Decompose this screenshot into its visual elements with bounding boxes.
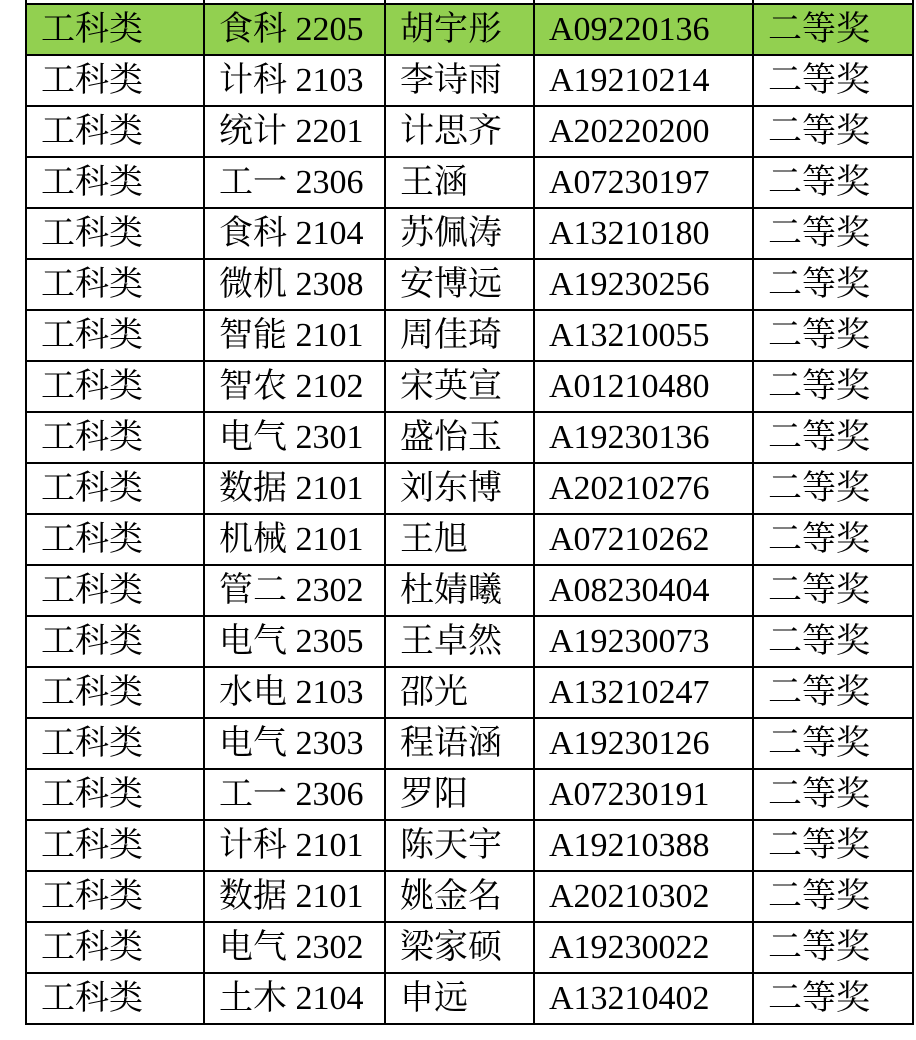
cell-category: 工科类 [26,208,204,259]
cell-student-name: 陈天宇 [385,820,534,871]
cell-student-name: 王涵 [385,157,534,208]
cell-award: 二等奖 [753,616,913,667]
table-row [26,259,913,310]
cell-category: 工科类 [26,718,204,769]
cell-award: 二等奖 [753,208,913,259]
cell-class-name: 智农 2102 [204,361,385,412]
cell-award: 二等奖 [753,106,913,157]
cell-class-name: 电气 2305 [204,616,385,667]
table-row [26,310,913,361]
cell-award: 二等奖 [753,514,913,565]
cell-category: 工科类 [26,565,204,616]
cell-award: 二等奖 [753,718,913,769]
cell-category: 工科类 [26,871,204,922]
cell-award: 二等奖 [753,871,913,922]
table-row [26,565,913,616]
cell-student-name: 盛怡玉 [385,412,534,463]
cell-award: 二等奖 [753,412,913,463]
cell-category: 工科类 [26,514,204,565]
cell-class-name: 智能 2101 [204,310,385,361]
cell-category: 工科类 [26,4,204,55]
cell-class-name: 土木 2104 [204,973,385,1024]
cell-award: 二等奖 [753,973,913,1024]
cell-award: 二等奖 [753,820,913,871]
cell-student-name: 梁家硕 [385,922,534,973]
cell-award: 二等奖 [753,361,913,412]
cell-student-name: 邵光 [385,667,534,718]
table-row [26,157,913,208]
table-row [26,667,913,718]
cell-student-id: A01210480 [534,361,753,412]
cell-student-name: 胡宇彤 [385,4,534,55]
cell-class-name: 电气 2302 [204,922,385,973]
table-row [26,718,913,769]
cell-category: 工科类 [26,973,204,1024]
cell-student-id: A07210262 [534,514,753,565]
cell-category: 工科类 [26,157,204,208]
cell-student-name: 罗阳 [385,769,534,820]
cell-award: 二等奖 [753,157,913,208]
table-row [26,616,913,667]
cell-class-name: 电气 2303 [204,718,385,769]
cell-student-id: A19210214 [534,55,753,106]
award-table [25,0,914,1025]
cell-student-name: 程语涵 [385,718,534,769]
award-table-body [26,0,913,1024]
cell-class-name: 数据 2101 [204,463,385,514]
table-row [26,514,913,565]
table-row [26,361,913,412]
cell-student-name: 刘东博 [385,463,534,514]
table-row [26,871,913,922]
cell-category: 工科类 [26,106,204,157]
cell-class-name: 工一 2306 [204,157,385,208]
cell-student-id: A20220200 [534,106,753,157]
cell-class-name: 食科 2104 [204,208,385,259]
cell-student-id: A19230022 [534,922,753,973]
cell-class-name: 计科 2103 [204,55,385,106]
cell-student-id: A19210388 [534,820,753,871]
cell-category: 工科类 [26,412,204,463]
cell-class-name: 统计 2201 [204,106,385,157]
cell-award: 二等奖 [753,922,913,973]
cell-class-name: 电气 2301 [204,412,385,463]
cell-student-id: A20210302 [534,871,753,922]
cell-category: 工科类 [26,361,204,412]
table-row [26,463,913,514]
table-row [26,106,913,157]
cell-category: 工科类 [26,922,204,973]
cell-student-id: A19230073 [534,616,753,667]
cell-class-name: 机械 2101 [204,514,385,565]
cell-award: 二等奖 [753,667,913,718]
table-row [26,973,913,1024]
cell-category: 工科类 [26,55,204,106]
cell-student-id: A08230404 [534,565,753,616]
award-table-container [25,0,916,1033]
cell-award: 二等奖 [753,259,913,310]
cell-student-id: A20210276 [534,463,753,514]
cell-category: 工科类 [26,463,204,514]
table-row [26,769,913,820]
cell-award: 二等奖 [753,4,913,55]
cell-student-name: 计思齐 [385,106,534,157]
table-row [26,820,913,871]
cell-student-id: A09220136 [534,4,753,55]
cell-award: 二等奖 [753,310,913,361]
cell-class-name: 水电 2103 [204,667,385,718]
cell-category: 工科类 [26,667,204,718]
cell-student-name: 宋英宣 [385,361,534,412]
cell-class-name: 计科 2101 [204,820,385,871]
cell-class-name: 食科 2205 [204,4,385,55]
cell-student-name: 安博远 [385,259,534,310]
table-row [26,55,913,106]
cell-student-id: A07230197 [534,157,753,208]
table-row [26,4,913,55]
cell-student-name: 申远 [385,973,534,1024]
cell-category: 工科类 [26,769,204,820]
cell-student-name: 王卓然 [385,616,534,667]
cell-award: 二等奖 [753,463,913,514]
table-row [26,208,913,259]
cell-category: 工科类 [26,820,204,871]
cell-student-id: A19230256 [534,259,753,310]
cell-student-name: 周佳琦 [385,310,534,361]
cell-student-name: 姚金名 [385,871,534,922]
cell-award: 二等奖 [753,55,913,106]
cell-category: 工科类 [26,616,204,667]
cell-student-id: A19230136 [534,412,753,463]
cell-award: 二等奖 [753,565,913,616]
cell-student-id: A07230191 [534,769,753,820]
cell-class-name: 数据 2101 [204,871,385,922]
cell-class-name: 微机 2308 [204,259,385,310]
cell-student-id: A13210180 [534,208,753,259]
cell-student-id: A19230126 [534,718,753,769]
cell-student-name: 杜婧曦 [385,565,534,616]
cell-student-name: 王旭 [385,514,534,565]
cell-category: 工科类 [26,310,204,361]
cell-student-id: A13210402 [534,973,753,1024]
cell-student-name: 李诗雨 [385,55,534,106]
cell-class-name: 管二 2302 [204,565,385,616]
table-row [26,412,913,463]
cell-award: 二等奖 [753,769,913,820]
cell-student-id: A13210247 [534,667,753,718]
cell-class-name: 工一 2306 [204,769,385,820]
cell-student-name: 苏佩涛 [385,208,534,259]
cell-category: 工科类 [26,259,204,310]
table-row [26,922,913,973]
cell-student-id: A13210055 [534,310,753,361]
